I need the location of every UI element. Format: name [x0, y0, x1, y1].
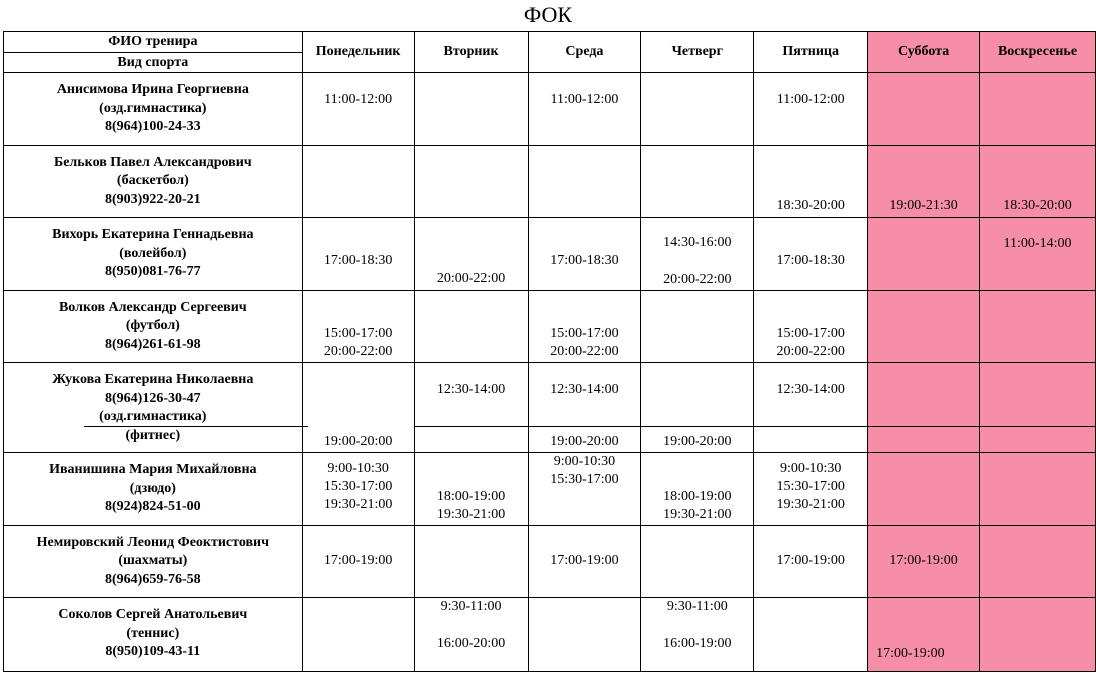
trainer-name: Соколов Сергей Анатольевич	[58, 607, 248, 622]
slot-mon: 19:00-20:00	[302, 427, 414, 453]
table-subrow	[4, 427, 1096, 453]
slot-tue: 20:00-22:00	[414, 218, 528, 291]
slot-sat: 19:00-21:30	[868, 145, 980, 218]
slot-fri: 11:00-12:00	[754, 73, 868, 146]
trainer-name: Иванишина Мария Михайловна	[49, 462, 257, 477]
table-row	[4, 525, 1096, 598]
slot-sat	[868, 218, 980, 291]
slot-sun	[980, 290, 1096, 363]
table-row	[4, 218, 1096, 291]
slot-fri	[754, 427, 868, 453]
day-header-wed: Среда	[528, 32, 641, 73]
table-row	[4, 145, 1096, 218]
slot-tue	[414, 598, 528, 672]
table-row	[4, 363, 1096, 427]
trainer-phone: 8(924)824-51-00	[105, 499, 201, 514]
slot-fri	[754, 290, 868, 363]
slot-tue: 12:30-14:00	[414, 363, 528, 427]
slot-mon: 17:00-18:30	[302, 218, 414, 291]
slot-mon	[302, 453, 414, 526]
trainer-phone: 8(903)922-20-21	[105, 191, 201, 207]
trainer-sport: (футбол)	[125, 318, 180, 333]
trainer-sport: (фитнес)	[125, 427, 181, 443]
trainer-sport: (озд.гимнастика)	[99, 100, 207, 116]
trainer-sport: (озд.гимнастика)	[99, 409, 207, 424]
slot-time: 18:00-19:00	[436, 488, 506, 504]
slot-sat: 17:00-19:00	[868, 598, 980, 672]
slot-thu	[641, 218, 754, 291]
trainer-cell	[4, 363, 303, 427]
slot-sun	[980, 598, 1096, 672]
divider	[84, 426, 308, 427]
slot-sat	[868, 453, 980, 526]
table-row	[4, 290, 1096, 363]
slot-time: 9:30-11:00	[440, 599, 502, 614]
slot-time: 9:00-10:30	[553, 454, 616, 469]
trainer-cell	[4, 73, 303, 146]
slot-time: 9:00-10:30	[779, 461, 842, 476]
slot-sun	[980, 363, 1096, 427]
slot-tue	[414, 145, 528, 218]
slot-time: 19:30-21:00	[436, 506, 506, 522]
slot-fri	[754, 598, 868, 672]
slot-mon	[302, 145, 414, 218]
slot-sun	[980, 73, 1096, 146]
slot-thu	[641, 598, 754, 672]
slot-time: 15:00-17:00	[776, 326, 845, 341]
trainer-cell	[4, 598, 303, 672]
day-header-mon: Понедельник	[302, 32, 414, 73]
slot-thu	[641, 290, 754, 363]
trainer-cell	[4, 453, 303, 526]
slot-fri: 17:00-19:00	[754, 525, 868, 598]
slot-thu	[641, 525, 754, 598]
trainer-name: Анисимова Ирина Георгиевна	[56, 82, 249, 97]
slot-thu	[641, 145, 754, 218]
slot-fri: 17:00-18:30	[754, 218, 868, 291]
trainer-phone: 8(964)261-61-98	[105, 336, 201, 352]
slot-sun: 18:30-20:00	[980, 145, 1096, 218]
trainer-sport: (волейбол)	[119, 245, 187, 261]
day-header-fri: Пятница	[754, 32, 868, 73]
schedule-table	[3, 31, 1096, 672]
slot-mon	[302, 363, 414, 427]
slot-wed	[528, 290, 641, 363]
day-header-sat: Суббота	[868, 32, 980, 73]
slot-wed: 12:30-14:00	[528, 363, 641, 427]
slot-sat	[868, 73, 980, 146]
trainer-cell	[4, 290, 303, 363]
slot-tue	[414, 290, 528, 363]
slot-time: 15:30-17:00	[550, 472, 619, 487]
slot-time: 9:30-11:00	[666, 599, 728, 614]
trainer-cell	[4, 218, 303, 291]
trainer-name: Волков Александр Сергеевич	[58, 299, 247, 315]
slot-wed: 11:00-12:00	[528, 73, 641, 146]
slot-tue	[414, 73, 528, 146]
slot-time: 20:00-22:00	[550, 344, 619, 359]
slot-mon	[302, 290, 414, 363]
slot-fri	[754, 453, 868, 526]
slot-tue	[414, 453, 528, 526]
trainer-cell	[4, 145, 303, 218]
slot-wed: 17:00-19:00	[528, 525, 641, 598]
table-row	[4, 598, 1096, 672]
slot-sun: 11:00-14:00	[980, 218, 1096, 291]
slot-fri: 18:30-20:00	[754, 145, 868, 218]
sport-column-header: Вид спорта	[4, 53, 303, 73]
slot-time: 19:30-21:00	[776, 497, 845, 512]
trainer-phone: 8(964)100-24-33	[105, 119, 201, 134]
slot-sat	[868, 290, 980, 363]
slot-time: 16:00-20:00	[436, 636, 506, 651]
slot-thu	[641, 453, 754, 526]
slot-wed	[528, 145, 641, 218]
slot-wed	[528, 453, 641, 526]
slot-time: 9:00-10:30	[327, 461, 389, 476]
slot-time: 19:30-21:00	[663, 506, 732, 522]
trainer-name: Немировский Леонид Феоктистович	[36, 534, 270, 550]
slot-sat	[868, 427, 980, 453]
trainer-column-header: ФИО тренира	[4, 32, 303, 53]
day-header-thu: Четверг	[641, 32, 754, 73]
slot-fri: 12:30-14:00	[754, 363, 868, 427]
slot-time: 15:00-17:00	[550, 326, 619, 341]
slot-time: 20:00-22:00	[776, 344, 845, 359]
slot-tue	[414, 427, 528, 453]
trainer-name: Бельков Павел Александрович	[53, 154, 252, 170]
slot-sun	[980, 453, 1096, 526]
page-title: ФОК	[523, 2, 573, 27]
slot-time: 15:30-17:00	[323, 479, 393, 494]
trainer-sport: (шахматы)	[118, 553, 188, 568]
trainer-phone: 8(964)126-30-47	[105, 390, 201, 406]
day-header-sun: Воскресенье	[980, 32, 1096, 73]
header-row	[4, 32, 1096, 53]
slot-time: 15:30-17:00	[776, 479, 845, 494]
slot-sun	[980, 427, 1096, 453]
slot-sat	[868, 363, 980, 427]
trainer-sport: (дзюдо)	[129, 480, 176, 496]
trainer-name: Жукова Екатерина Николаевна	[52, 372, 254, 387]
trainer-sport: (теннис)	[126, 625, 180, 641]
slot-time: 15:00-17:00	[323, 326, 393, 341]
slot-sun	[980, 525, 1096, 598]
slot-mon: 11:00-12:00	[302, 73, 414, 146]
slot-time: 20:00-22:00	[663, 272, 732, 287]
trainer-phone: 8(950)081-76-77	[105, 264, 201, 279]
table-row	[4, 453, 1096, 526]
trainer-phone: 8(950)109-43-11	[105, 644, 201, 659]
slot-thu: 19:00-20:00	[641, 427, 754, 453]
slot-mon	[302, 598, 414, 672]
trainer-cell	[4, 525, 303, 598]
slot-time: 20:00-22:00	[323, 344, 393, 359]
trainer-sport: (баскетбол)	[116, 173, 189, 188]
slot-sat: 17:00-19:00	[868, 525, 980, 598]
slot-time: 19:30-21:00	[323, 497, 393, 512]
day-header-tue: Вторник	[414, 32, 528, 73]
slot-time: 18:00-19:00	[663, 488, 732, 504]
slot-wed: 19:00-20:00	[528, 427, 641, 453]
slot-tue	[414, 525, 528, 598]
table-row	[4, 73, 1096, 146]
slot-thu	[641, 73, 754, 146]
slot-wed: 17:00-18:30	[528, 218, 641, 291]
slot-mon: 17:00-19:00	[302, 525, 414, 598]
slot-thu	[641, 363, 754, 427]
slot-time: 14:30-16:00	[663, 235, 732, 250]
trainer-name: Вихорь Екатерина Геннадьевна	[52, 227, 254, 242]
slot-time: 16:00-19:00	[663, 636, 732, 651]
trainer-phone: 8(964)659-76-58	[105, 571, 201, 587]
slot-wed	[528, 598, 641, 672]
trainer-cell	[4, 427, 303, 453]
